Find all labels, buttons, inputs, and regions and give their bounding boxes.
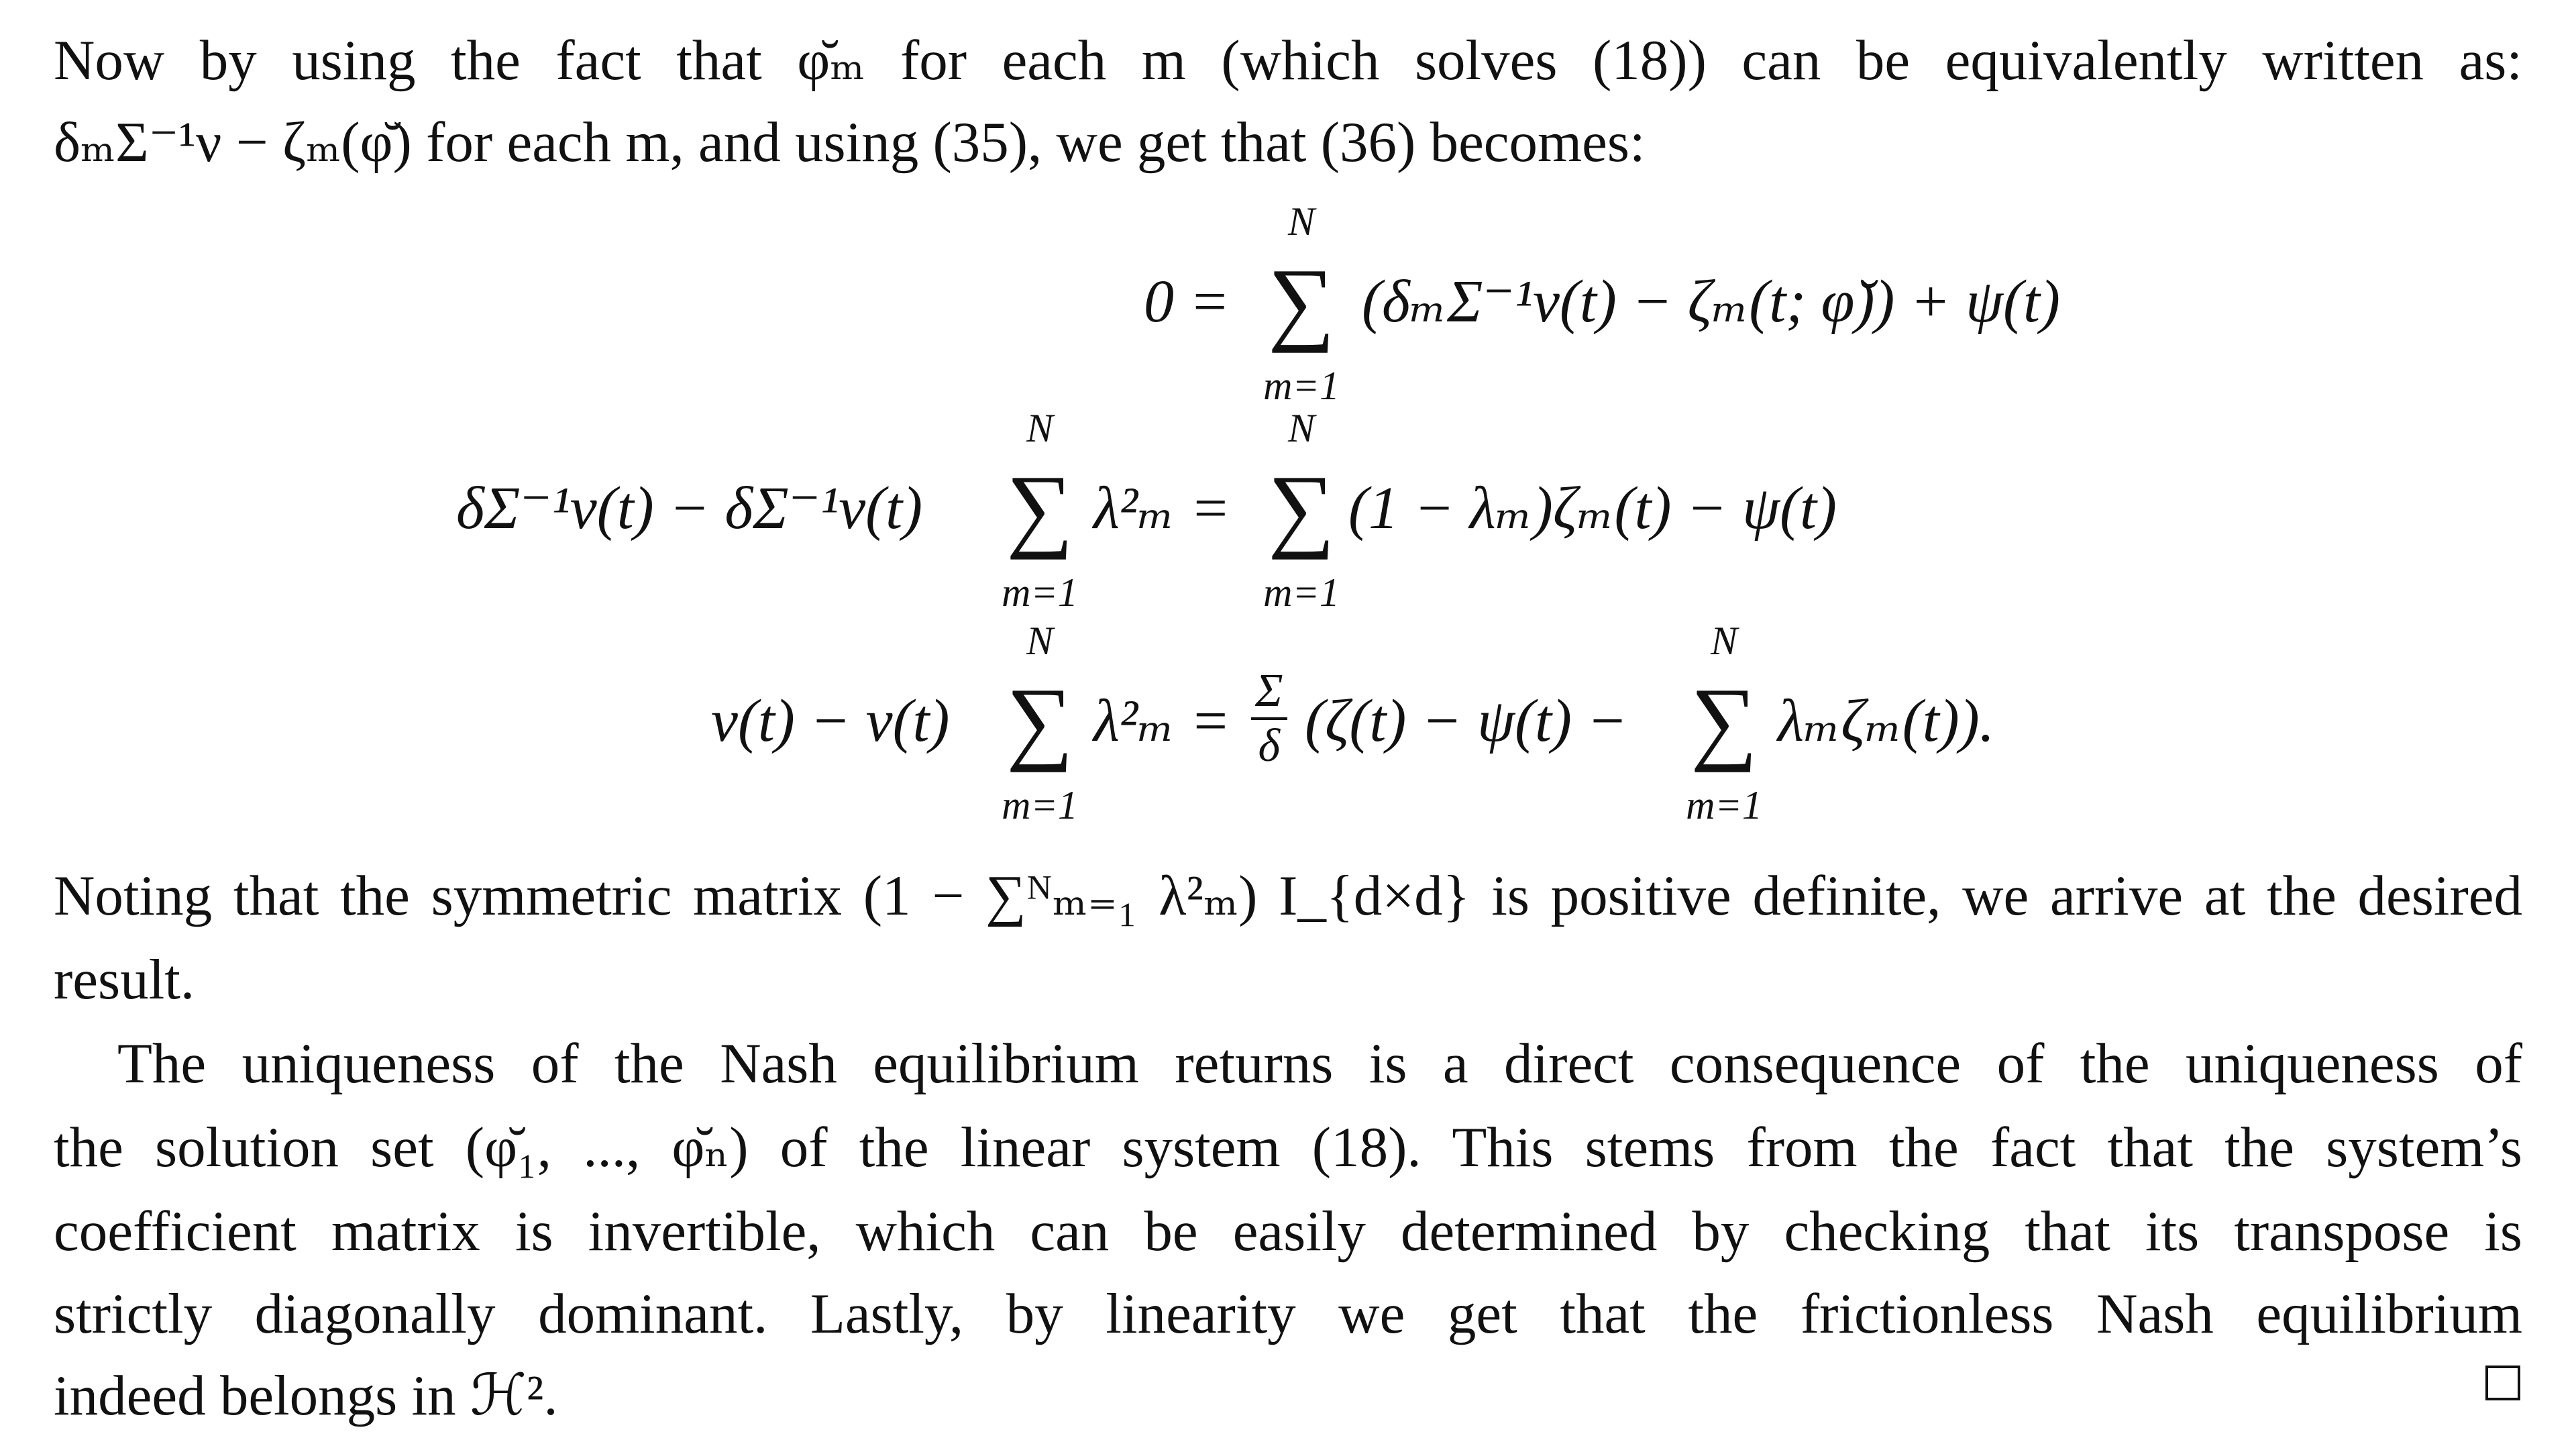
eq2-sum-left-lower: m=1 <box>1002 570 1078 615</box>
eq2-sum-right: ∑ N m=1 <box>1263 406 1340 615</box>
paragraph-1-line-1: Now by using the fact that φ̆ₘ for each m (which solves (18)) can be equivalently written as: <box>54 29 2522 92</box>
qed-square-icon <box>2485 1366 2520 1400</box>
eq2-lhs-tail: λ²ₘ = <box>1093 475 1231 542</box>
eq3-fraction-numerator: Σ <box>1251 668 1287 720</box>
eq1-sum-lower: m=1 <box>1263 364 1340 408</box>
eq3-lhs-tail: λ²ₘ = <box>1093 688 1231 754</box>
eq3-sum-left-lower: m=1 <box>1002 783 1078 827</box>
eq3-sum-right-lower: m=1 <box>1686 783 1762 827</box>
paragraph-3-line-1: The uniqueness of the Nash equilibrium returns is a direct consequence of the uniqueness of <box>117 1032 2522 1095</box>
eq2-lhs: δΣ⁻¹ν(t) − δΣ⁻¹ν(t) <box>456 475 923 542</box>
paragraph-3-line-4: strictly diagonally dominant. Lastly, by linearity we get that the frictionless Nash equilibrium <box>54 1282 2522 1345</box>
eq3-sum-right-upper: N <box>1710 619 1738 663</box>
paragraph-3-line-3: coefficient matrix is invertible, which can be easily determined by checking that its transpose is <box>54 1200 2522 1263</box>
eq3-fraction-denominator: δ <box>1258 720 1281 772</box>
paragraph-2-line-1: Noting that the symmetric matrix (1 − ∑ᴺₘ₌₁ λ²ₘ) I_{d×d} is positive definite, we arrive at the desired <box>54 864 2522 927</box>
paragraph-3-line-2: the solution set (φ̆₁, ..., φ̆ₙ) of the linear system (18). This stems from the fact that the system’s <box>54 1116 2522 1179</box>
eq1-sum-symbol: ∑ N m=1 <box>1263 199 1340 408</box>
paragraph-1-line-2: δₘΣ⁻¹ν − ζₘ(φ̆) for each m, and using (35), we get that (36) becomes: <box>54 111 1646 174</box>
eq3-fraction <box>1251 665 1287 772</box>
eq3-sum-left: ∑ N m=1 <box>1002 619 1078 827</box>
paragraph-2-line-2: result. <box>54 948 195 1011</box>
eq2-rhs: (1 − λₘ)ζₘ(t) − ψ(t) <box>1348 475 1837 542</box>
paragraph-3-line-5: indeed belongs in ℋ². <box>54 1364 558 1427</box>
eq3-sum-left-upper: N <box>1026 619 1054 663</box>
eq1-lhs: 0 = <box>1144 268 1230 335</box>
eq3-lhs: ν(t) − ν(t) <box>711 688 950 754</box>
eq2-sum-left-upper: N <box>1026 406 1054 450</box>
eq3-rhs-b: λₘζₘ(t)). <box>1778 688 1995 754</box>
eq1-sum-upper: N <box>1287 199 1316 244</box>
eq2-sum-right-lower: m=1 <box>1263 570 1340 615</box>
eq3-rhs-a: (ζ(t) − ψ(t) − <box>1305 688 1628 754</box>
eq2-sum-left: ∑ N m=1 <box>1002 406 1078 615</box>
eq3-sum-right: ∑ N m=1 <box>1686 619 1762 827</box>
eq2-sum-right-upper: N <box>1287 406 1316 450</box>
eq1-rhs: (δₘΣ⁻¹ν(t) − ζₘ(t; φ̆)) + ψ(t) <box>1362 268 2060 335</box>
